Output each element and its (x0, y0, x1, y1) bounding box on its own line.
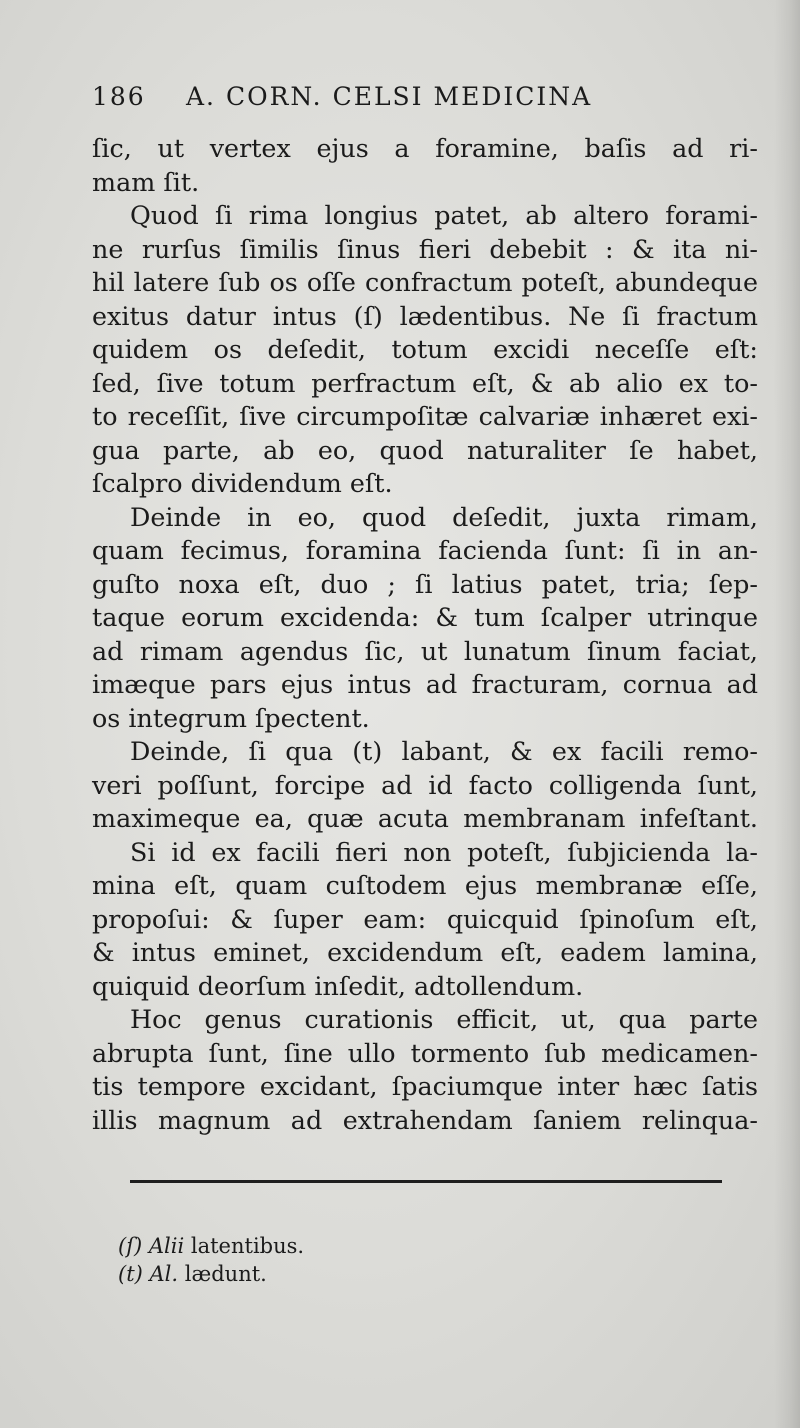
text-line: veri poſſunt, forcipe ad id facto colligenda ſunt, (92, 769, 758, 800)
text-line: ſed, ſive totum perfractum eſt, & ab alio ex to- (92, 367, 758, 398)
text-line: ad rimam agendus ſic, ut lunatum ſinum faciat, (92, 635, 758, 666)
text-line: exitus datur intus (ſ) lædentibus. Ne ſi fractum (92, 300, 758, 331)
text-line: taque eorum excidenda: & tum ſcalper utrinque (92, 602, 758, 632)
text-line: abrupta ſunt, ſine ullo tormento ſub medicamen- (92, 1037, 758, 1068)
text-line: to receſſit, ſive circumpoſitæ calvariæ inhæret exi- (92, 401, 758, 431)
page-number: 186 (92, 82, 146, 111)
running-head: A. CORN. CELSI MEDICINA (186, 82, 593, 111)
footnote-text: lædunt. (184, 1262, 267, 1286)
text-line: quam fecimus, foramina facienda ſunt: ſi in an- (92, 535, 758, 565)
footnote-abbrev: Al. (149, 1262, 179, 1286)
footnote-abbrev: Alii (148, 1234, 185, 1258)
text-line: maximeque ea, quæ acuta membranam infeſtant. (92, 803, 758, 833)
text-line: guſto noxa eſt, duo ; ſi latius patet, tria; ſep- (92, 568, 758, 599)
text-line: Deinde in eo, quod deſedit, juxta rimam, (130, 501, 758, 532)
footnote (118, 1232, 304, 1260)
text-line: & intus eminet, excidendum eſt, eadem lamina, (92, 937, 758, 967)
text-line: Hoc genus curationis efficit, ut, qua parte (130, 1004, 758, 1034)
text-line: Si id ex facili fieri non poteſt, ſubjicienda la- (130, 836, 758, 867)
text-line: ſcalpro dividendum eſt. (92, 468, 393, 498)
text-line: hil latere ſub os oſſe confractum poteſt, abundeque (92, 267, 758, 297)
text-line: ſic, ut vertex ejus a foramine, baſis ad ri- (92, 133, 758, 163)
body-text (92, 132, 758, 1137)
text-line: quidem os deſedit, totum excidi neceſſe eſt: (92, 334, 758, 364)
footnote-text: latentibus. (190, 1234, 305, 1258)
footnote-mark: (t) (118, 1262, 143, 1286)
text-line: propoſui: & ſuper eam: quicquid ſpinoſum eſt, (92, 903, 758, 934)
footnote-divider (130, 1180, 722, 1183)
text-line: Deinde, ſi qua (t) labant, & ex facili remo- (130, 736, 758, 766)
text-line: illis magnum ad extrahendam ſaniem relinqua- (92, 1104, 758, 1135)
text-line: gua parte, ab eo, quod naturaliter ſe habet, (92, 434, 758, 465)
text-line: ne rurſus ſimilis ſinus fieri debebit : & ita ni- (92, 233, 758, 264)
text-line: mam ſit. (92, 166, 200, 197)
text-line: os integrum ſpectent. (92, 702, 370, 733)
text-line: imæque pars ejus intus ad fracturam, cornua ad (92, 669, 758, 699)
text-line: Quod ſi rima longius patet, ab altero forami- (130, 200, 758, 230)
footnote (118, 1260, 304, 1288)
page-header (92, 82, 732, 122)
text-line: quiquid deorſum inſedit, adtollendum. (92, 970, 584, 1001)
footnote-mark: (ſ) (118, 1234, 143, 1258)
text-line: tis tempore excidant, ſpaciumque inter hæc ſatis (92, 1071, 758, 1101)
footnotes (118, 1232, 304, 1288)
text-line: mina eſt, quam cuſtodem ejus membranæ eſſe, (92, 870, 758, 900)
